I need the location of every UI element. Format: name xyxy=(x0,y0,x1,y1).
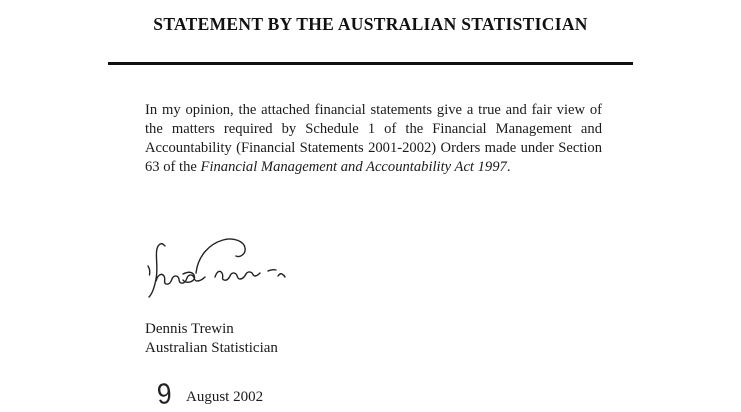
signatory-name: Dennis Trewin xyxy=(145,321,234,337)
signatory-role: Australian Statistician xyxy=(145,340,278,356)
statement-terminal-period: . xyxy=(506,159,511,175)
statement-paragraph xyxy=(145,101,602,177)
page-title: STATEMENT BY THE AUSTRALIAN STATISTICIAN xyxy=(153,14,588,34)
signature-scrawl-svg xyxy=(134,233,294,305)
signatory-block xyxy=(145,320,278,358)
signature-image xyxy=(134,233,294,305)
date-month-year: August 2002 xyxy=(186,389,264,405)
title-divider-rule xyxy=(108,62,633,65)
statement-act-title: Financial Management and Accountability Act 1997 xyxy=(200,159,507,175)
statement-text-regular: In my opinion, the attached financial statements give a true and fair view of the matters required by Schedule 1 of the Financial Management and Accountability (Financial Statements 2001-2002) Orders made under Section 63 of the xyxy=(145,102,602,175)
date-day-handwritten: 9 xyxy=(156,377,173,411)
